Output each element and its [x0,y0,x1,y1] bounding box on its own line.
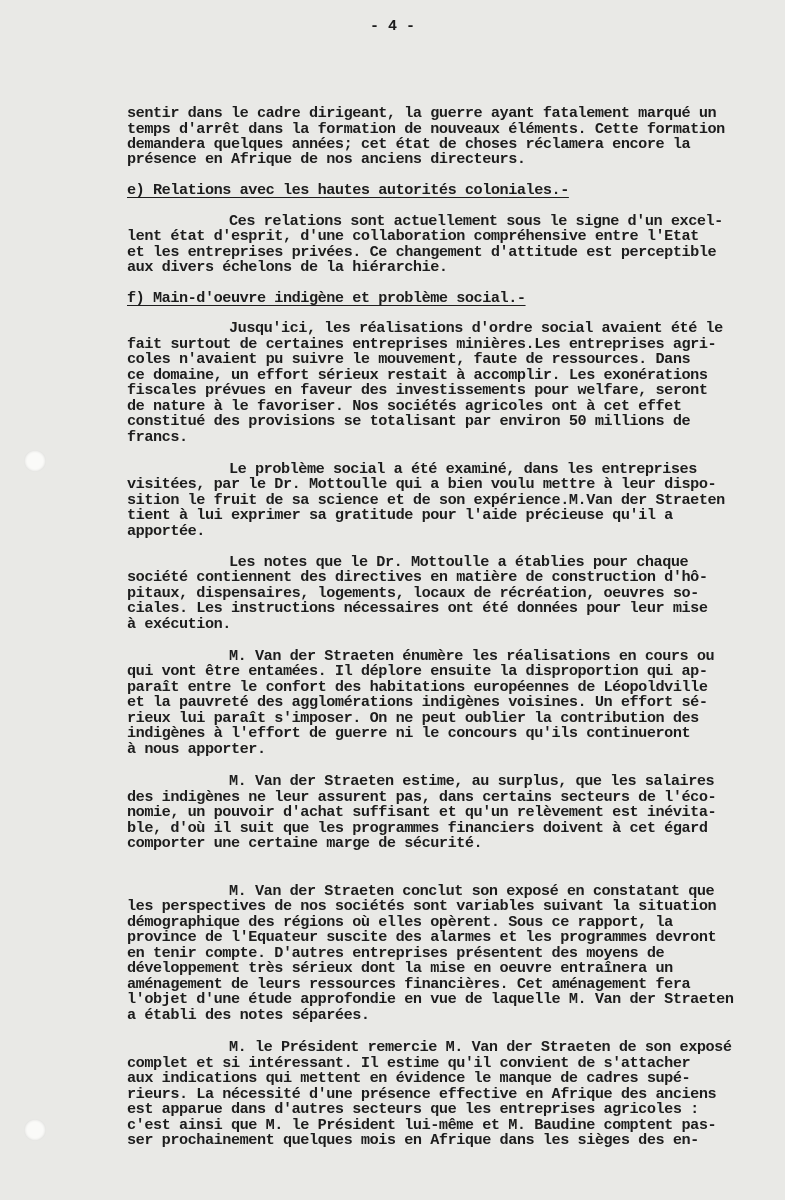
punch-hole [24,1119,46,1141]
text-line: nomie, un pouvoir d'achat suffisant et qu'un relèvement est inévita- [127,803,717,821]
text-line: aux indications qui mettent en évidence le manque de cadres supé- [127,1069,691,1087]
text-line: est apparue dans d'autres secteurs que les entreprises agricoles : [127,1100,699,1118]
text-line: sentir dans le cadre dirigeant, la guerre ayant fatalement marqué un [127,104,717,122]
text-line: francs. [127,428,188,446]
text-line: à nous apporter. [127,740,266,758]
page-number: - 4 - [369,18,415,35]
text-line: des indigènes ne leur assurent pas, dans certains secteurs de l'éco- [127,788,717,806]
text-line: ciales. Les instructions nécessaires ont été données pour leur mise [127,599,708,617]
text-line: province de l'Equateur suscite des alarmes et les programmes devront [127,928,717,946]
text-line: paraît entre le confort des habitations européennes de Léopoldville [127,678,708,696]
text-line: complet et si intéressant. Il estime qu'il convient de s'attacher [127,1054,691,1072]
text-line: sition le fruit de sa science et de son expérience.M.Van der Straeten [127,491,725,509]
text-line: fait surtout de certaines entreprises minières.Les entreprises agri- [127,335,717,353]
section-heading: e) Relations avec les hautes autorités coloniales.- [127,181,569,199]
text-line: l'objet d'une étude approfondie en vue de laquelle M. Van der Straeten [127,990,734,1008]
text-line: comporter une certaine marge de sécurité. [127,834,483,852]
text-line: visitées, par le Dr. Mottoulle qui a bien voulu mettre à leur dispo- [127,475,717,493]
text-line: ce domaine, un effort sérieux restait à accomplir. Les exonérations [127,366,708,384]
text-line: M. Van der Straeten estime, au surplus, que les salaires [229,772,715,790]
text-line: c'est ainsi que M. le Président lui-même et M. Baudine comptent pas- [127,1116,717,1134]
text-line: apportée. [127,522,205,540]
text-line: aménagement de leurs ressources financières. Cet aménagement fera [127,975,691,993]
text-line: de nature à le favoriser. Nos sociétés agricoles ont à cet effet [127,397,682,415]
text-line: présence en Afrique de nos anciens directeurs. [127,150,526,168]
text-line: M. le Président remercie M. Van der Straeten de son exposé [229,1038,732,1056]
text-line: ble, d'où il suit que les programmes financiers doivent à cet égard [127,819,708,837]
text-line: les perspectives de nos sociétés sont variables suivant la situation [127,897,717,915]
text-line: à exécution. [127,615,231,633]
text-line: en tenir compte. D'autres entreprises présentent des moyens de [127,944,665,962]
text-line: fiscales prévues en faveur des investissements pour welfare, seront [127,381,708,399]
text-line: pitaux, dispensaires, logements, locaux de récréation, oeuvres so- [127,584,699,602]
text-line: M. Van der Straeten conclut son exposé en constatant que [229,882,715,900]
text-line: et la pauvreté des agglomérations indigènes voisines. Un effort sé- [127,693,708,711]
text-line: société contiennent des directives en matière de construction d'hô- [127,568,708,586]
text-line: aux divers échelons de la hiérarchie. [127,258,448,276]
text-line: temps d'arrêt dans la formation de nouveaux éléments. Cette formation [127,120,725,138]
text-line: Le problème social a été examiné, dans les entreprises [229,460,697,478]
text-line: rieux lui paraît s'imposer. On ne peut oublier la contribution des [127,709,699,727]
text-line: tient à lui exprimer sa gratitude pour l'aide précieuse qu'il a [127,506,673,524]
text-line: et les entreprises privées. Ce changement d'attitude est perceptible [127,243,717,261]
text-line: rieurs. La nécessité d'une présence effective en Afrique des anciens [127,1085,717,1103]
section-heading: f) Main-d'oeuvre indigène et problème social.- [127,289,526,307]
text-line: demandera quelques années; cet état de choses réclamera encore la [127,135,691,153]
text-line: développement très sérieux dont la mise en oeuvre entraînera un [127,959,673,977]
text-line: ser prochainement quelques mois en Afrique dans les sièges des en- [127,1131,699,1149]
text-line: constitué des provisions se totalisant par environ 50 millions de [127,412,691,430]
text-line: lent état d'esprit, d'une collaboration compréhensive entre l'Etat [127,227,699,245]
text-line: coles n'avaient pu suivre le mouvement, faute de ressources. Dans [127,350,691,368]
text-line: indigènes à l'effort de guerre ni le concours qu'ils continueront [127,724,691,742]
text-line: Ces relations sont actuellement sous le signe d'un excel- [229,212,723,230]
text-line: a établi des notes séparées. [127,1006,370,1024]
punch-hole [24,450,46,472]
text-line: Les notes que le Dr. Mottoulle a établies pour chaque [229,553,689,571]
text-line: M. Van der Straeten énumère les réalisations en cours ou [229,647,715,665]
text-line: Jusqu'ici, les réalisations d'ordre social avaient été le [229,319,723,337]
text-line: démographique des régions où elles opèrent. Sous ce rapport, la [127,913,673,931]
text-line: qui vont être entamées. Il déplore ensuite la disproportion qui ap- [127,662,708,680]
